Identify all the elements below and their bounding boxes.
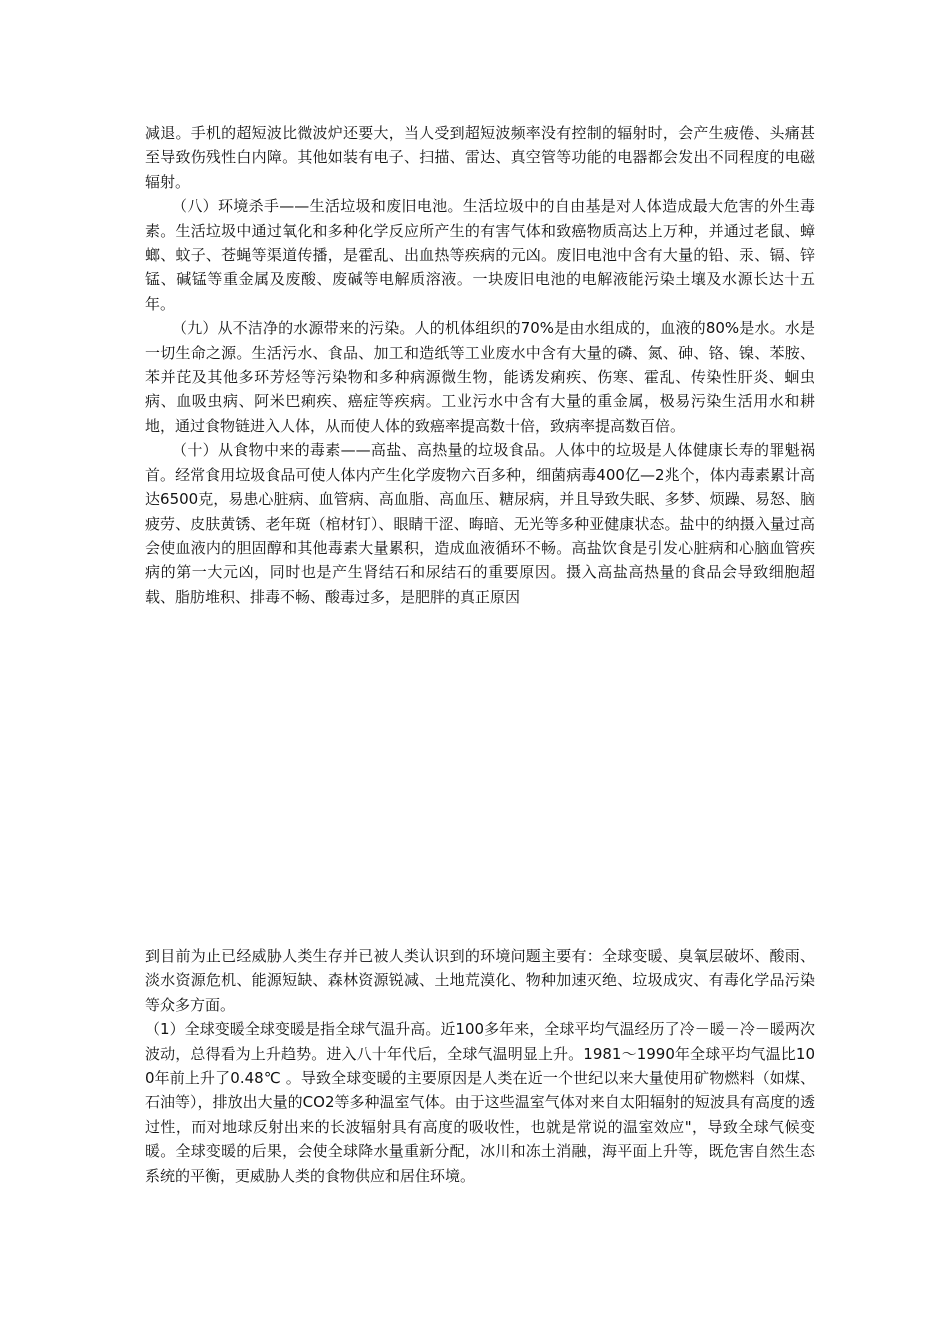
document-section-top <box>145 121 815 609</box>
document-section-bottom <box>145 944 815 1188</box>
paragraph-garbage-batteries: （八）环境杀手——生活垃圾和废旧电池。生活垃圾中的自由基是对人体造成最大危害的外生毒素。生活垃圾中通过氧化和多种化学反应所产生的有害气体和致癌物质高达上万种，并通过老鼠、蟑螂、蚊子、苍蝇等渠道传播，是霍乱、出血热等疾病的元凶。废旧电池中含有大量的铅、汞、镉、锌锰、碱锰等重金属及废酸、废碱等电解质溶液。一块废旧电池的电解液能污染土壤及水源长达十五年。 <box>145 197 815 313</box>
paragraph-junk-food: （十）从食物中来的毒素——高盐、高热量的垃圾食品。人体中的垃圾是人体健康长寿的罪魁祸首。经常食用垃圾食品可使人体内产生化学废物六百多种，细菌病毒400亿—2兆个，体内毒素累计高达6500克，易患心脏病、血管病、高血脂、高血压、糖尿病，并且导致失眠、多梦、烦躁、易怒、脑疲劳、皮肤黄锈、老年斑（棺材钉）、眼睛干涩、晦暗、无光等多种亚健康状态。盐中的纳摄入量过高会使血液内的胆固醇和其他毒素大量累积，造成血液循环不畅。高盐饮食是引发心脏病和心脑血管疾病的第一大元凶，同时也是产生肾结石和尿结石的重要原因。摄入高盐高热量的食品会导致细胞超载、脂肪堆积、排毒不畅、酸毒过多，是肥胖的真正原因 <box>145 441 815 606</box>
paragraph-environmental-problems: 到目前为止已经威胁人类生存并已被人类认识到的环境问题主要有：全球变暖、臭氧层破坏、酸雨、淡水资源危机、能源短缺、森林资源锐减、土地荒漠化、物种加速灭绝、垃圾成灾、有毒化学品污染等众多方面。 <box>145 947 815 1014</box>
paragraph-water-pollution: （九）从不洁净的水源带来的污染。人的机体组织的70%是由水组成的，血液的80%是水。水是一切生命之源。生活污水、食品、加工和造纸等工业废水中含有大量的磷、氮、砷、铬、镍、苯胺、苯并芘及其他多环芳烃等污染物和多种病源微生物，能诱发痢疾、伤寒、霍乱、传染性肝炎、蛔虫病、血吸虫病、阿米巴痢疾、癌症等疾病。工业污水中含有大量的重金属，极易污染生活用水和耕地，通过食物链进入人体，从而使人体的致癌率提高数十倍，致病率提高数百倍。 <box>145 319 815 435</box>
paragraph-global-warming: （1）全球变暖全球变暖是指全球气温升高。近100多年来，全球平均气温经历了冷－暖－冷－暖两次波动，总得看为上升趋势。进入八十年代后，全球气温明显上升。1981～1990年全球平均气温比100年前上升了0.48℃ 。导致全球变暖的主要原因是人类在近一个世纪以来大量使用矿物燃料（如煤、石油等），排放出大量的CO2等多种温室气体。由于这些温室气体对来自太阳辐射的短波具有高度的透过性，而对地球反射出来的长波辐射具有高度的吸收性，也就是常说的温室效应"，导致全球气候变暖。全球变暖的后果，会使全球降水量重新分配，冰川和冻土消融，海平面上升等，既危害自然生态系统的平衡，更威胁人类的食物供应和居住环境。 <box>145 1020 815 1185</box>
paragraph-radiation-continued: 减退。手机的超短波比微波炉还要大，当人受到超短波频率没有控制的辐射时，会产生疲倦、头痛甚至导致伤残性白内障。其他如装有电子、扫描、雷达、真空管等功能的电器都会发出不同程度的电磁辐射。 <box>145 124 815 191</box>
